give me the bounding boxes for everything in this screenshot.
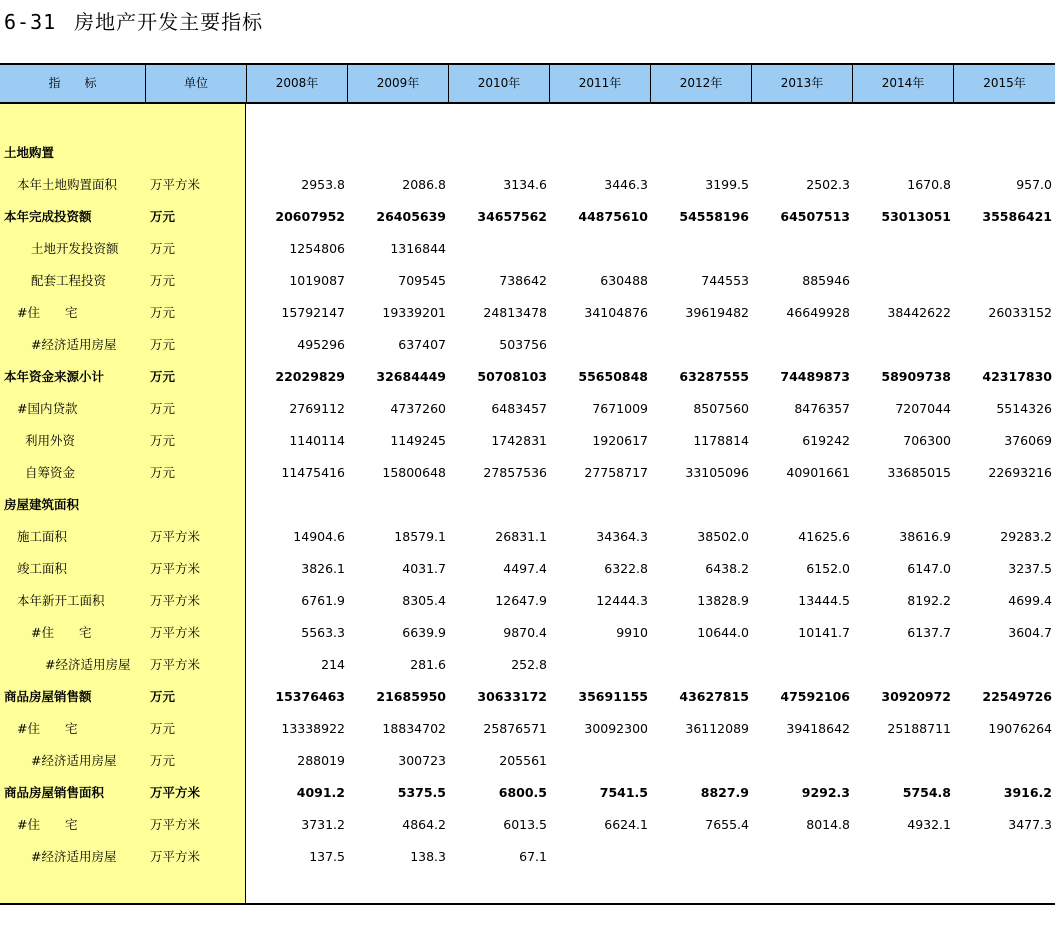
row-value: 957.0: [1016, 177, 1052, 192]
row-value: 58909738: [881, 369, 951, 384]
row-value: 376069: [1004, 433, 1052, 448]
table-row: [0, 169, 1055, 201]
row-value: 32684449: [376, 369, 446, 384]
row-value: 138.3: [410, 849, 446, 864]
row-value: 5375.5: [397, 785, 446, 800]
header-year: 2015年: [983, 76, 1026, 90]
row-value: 8476357: [794, 401, 850, 416]
row-value: 67.1: [519, 849, 547, 864]
row-value: 6322.8: [604, 561, 648, 576]
row-value: 18579.1: [394, 529, 446, 544]
row-value: 22693216: [988, 465, 1052, 480]
row-value: 885946: [802, 273, 850, 288]
table-row: [0, 137, 1055, 169]
row-value: 20607952: [275, 209, 345, 224]
row-value: 6800.5: [498, 785, 547, 800]
row-unit: 万平方米: [150, 529, 201, 544]
row-value: 9910: [616, 625, 648, 640]
row-label: #住 宅: [17, 721, 78, 736]
row-value: 9870.4: [503, 625, 547, 640]
row-value: 6624.1: [604, 817, 648, 832]
row-value: 42317830: [982, 369, 1052, 384]
row-value: 1019087: [289, 273, 345, 288]
table-row: [0, 745, 1055, 777]
row-value: 43627815: [679, 689, 749, 704]
row-unit: 万元: [150, 369, 176, 384]
row-value: 3826.1: [301, 561, 345, 576]
row-value: 21685950: [376, 689, 446, 704]
row-value: 5754.8: [902, 785, 951, 800]
row-value: 1140114: [289, 433, 345, 448]
row-value: 10141.7: [798, 625, 850, 640]
row-label: 本年资金来源小计: [4, 369, 105, 384]
row-value: 205561: [499, 753, 547, 768]
row-unit: 万平方米: [150, 785, 201, 800]
table-title: 房地产开发主要指标: [74, 10, 264, 34]
header-year: 2014年: [853, 65, 954, 102]
row-unit: 万平方米: [150, 593, 201, 608]
row-value: 9292.3: [801, 785, 850, 800]
row-value: 33105096: [685, 465, 749, 480]
row-unit: 万元: [150, 337, 176, 352]
row-value: 744553: [701, 273, 749, 288]
table-row: [0, 233, 1055, 265]
header-unit: 单位: [146, 65, 247, 102]
row-unit: 万元: [150, 433, 176, 448]
row-value: 25188711: [887, 721, 951, 736]
table-row: [0, 617, 1055, 649]
row-label: 土地购置: [4, 145, 55, 160]
row-value: 5514326: [996, 401, 1052, 416]
row-value: 33685015: [887, 465, 951, 480]
row-value: 13444.5: [798, 593, 850, 608]
row-value: 3731.2: [301, 817, 345, 832]
table-row: [0, 425, 1055, 457]
row-unit: 万元: [150, 241, 176, 256]
row-unit: 万平方米: [150, 177, 201, 192]
row-label: #住 宅: [31, 625, 92, 640]
row-label: 施工面积: [17, 529, 68, 544]
table-row: [0, 201, 1055, 233]
row-value: 8192.2: [907, 593, 951, 608]
table-row: [0, 713, 1055, 745]
row-value: 15376463: [275, 689, 345, 704]
row-value: 64507513: [780, 209, 850, 224]
table-header: [0, 63, 1055, 104]
row-value: 6137.7: [907, 625, 951, 640]
table-row: [0, 681, 1055, 713]
row-value: 26405639: [376, 209, 446, 224]
row-value: 18834702: [382, 721, 446, 736]
row-value: 1742831: [491, 433, 547, 448]
row-value: 10644.0: [697, 625, 749, 640]
table-row: [0, 361, 1055, 393]
row-value: 706300: [903, 433, 951, 448]
row-label: 土地开发投资额: [31, 241, 119, 256]
row-value: 46649928: [786, 305, 850, 320]
row-value: 8305.4: [402, 593, 446, 608]
row-value: 2953.8: [301, 177, 345, 192]
row-value: 44875610: [578, 209, 648, 224]
row-value: 4737260: [390, 401, 446, 416]
row-value: 7207044: [895, 401, 951, 416]
row-value: 39619482: [685, 305, 749, 320]
header-indicator: 指 标: [0, 65, 146, 102]
row-value: 503756: [499, 337, 547, 352]
row-value: 4932.1: [907, 817, 951, 832]
row-value: 54558196: [679, 209, 749, 224]
row-label: #经济适用房屋: [31, 849, 117, 864]
row-value: 709545: [398, 273, 446, 288]
row-value: 214: [321, 657, 345, 672]
row-value: 1670.8: [907, 177, 951, 192]
row-label: #经济适用房屋: [45, 657, 131, 672]
row-value: 6013.5: [503, 817, 547, 832]
row-label: 商品房屋销售额: [4, 689, 92, 704]
row-value: 7541.5: [599, 785, 648, 800]
row-value: 39418642: [786, 721, 850, 736]
row-value: 36112089: [685, 721, 749, 736]
row-value: 3199.5: [705, 177, 749, 192]
row-label: 利用外资: [25, 433, 76, 448]
table-row: [0, 265, 1055, 297]
row-value: 1149245: [390, 433, 446, 448]
row-unit: 万元: [150, 305, 176, 320]
table-row: [0, 649, 1055, 681]
row-value: 22549726: [982, 689, 1052, 704]
row-value: 6483457: [491, 401, 547, 416]
table-number: 6-31: [4, 10, 57, 34]
row-value: 12444.3: [596, 593, 648, 608]
row-value: 47592106: [780, 689, 850, 704]
row-label: 自筹资金: [25, 465, 76, 480]
row-value: 6152.0: [806, 561, 850, 576]
row-value: 6147.0: [907, 561, 951, 576]
row-unit: 万平方米: [150, 561, 201, 576]
row-value: 50708103: [477, 369, 547, 384]
row-unit: 万平方米: [150, 625, 201, 640]
row-label: 本年完成投资额: [4, 209, 92, 224]
row-value: 74489873: [780, 369, 850, 384]
row-value: 8507560: [693, 401, 749, 416]
row-value: 281.6: [410, 657, 446, 672]
row-unit: 万元: [150, 689, 176, 704]
row-label: 配套工程投资: [31, 273, 107, 288]
row-value: 2502.3: [806, 177, 850, 192]
row-value: 40901661: [786, 465, 850, 480]
row-label: 竣工面积: [17, 561, 68, 576]
row-value: 30633172: [477, 689, 547, 704]
row-value: 288019: [297, 753, 345, 768]
row-unit: 万元: [150, 465, 176, 480]
row-value: 6761.9: [301, 593, 345, 608]
table-row: [0, 457, 1055, 489]
row-value: 3604.7: [1008, 625, 1052, 640]
row-value: 63287555: [679, 369, 749, 384]
table-row: [0, 393, 1055, 425]
header-year: 2011年: [550, 65, 651, 102]
row-value: 30092300: [584, 721, 648, 736]
row-value: 8827.9: [700, 785, 749, 800]
row-value: 53013051: [881, 209, 951, 224]
row-unit: 万平方米: [150, 657, 201, 672]
row-value: 738642: [499, 273, 547, 288]
table-row: [0, 489, 1055, 521]
header-year: 2008年: [247, 65, 348, 102]
row-value: 1178814: [693, 433, 749, 448]
row-value: 19076264: [988, 721, 1052, 736]
row-label: #住 宅: [17, 305, 78, 320]
row-label: 商品房屋销售面积: [4, 785, 105, 800]
row-value: 38442622: [887, 305, 951, 320]
row-value: 27758717: [584, 465, 648, 480]
row-value: 55650848: [578, 369, 648, 384]
page-title: [4, 6, 263, 35]
row-value: 15792147: [281, 305, 345, 320]
row-unit: 万元: [150, 273, 176, 288]
row-value: 4031.7: [402, 561, 446, 576]
row-value: 8014.8: [806, 817, 850, 832]
row-value: 1316844: [390, 241, 446, 256]
row-label: #经济适用房屋: [31, 337, 117, 352]
row-value: 34364.3: [596, 529, 648, 544]
row-value: 7671009: [592, 401, 648, 416]
row-unit: 万元: [150, 401, 176, 416]
row-value: 252.8: [511, 657, 547, 672]
row-label: #住 宅: [17, 817, 78, 832]
row-value: 1920617: [592, 433, 648, 448]
row-label: 本年土地购置面积: [17, 177, 118, 192]
table-row: [0, 585, 1055, 617]
row-label: 房屋建筑面积: [4, 497, 80, 512]
row-value: 630488: [600, 273, 648, 288]
row-value: 3446.3: [604, 177, 648, 192]
row-value: 637407: [398, 337, 446, 352]
row-value: 26033152: [988, 305, 1052, 320]
row-value: 495296: [297, 337, 345, 352]
row-value: 38616.9: [899, 529, 951, 544]
row-value: 22029829: [275, 369, 345, 384]
row-value: 38502.0: [697, 529, 749, 544]
row-value: 27857536: [483, 465, 547, 480]
row-value: 13338922: [281, 721, 345, 736]
row-value: 1254806: [289, 241, 345, 256]
row-label: #国内贷款: [17, 401, 78, 416]
row-value: 4699.4: [1008, 593, 1052, 608]
header-year: 2009年: [348, 65, 449, 102]
row-value: 3916.2: [1003, 785, 1052, 800]
row-value: 2086.8: [402, 177, 446, 192]
table-row: [0, 777, 1055, 809]
row-value: 25876571: [483, 721, 547, 736]
table-row: [0, 521, 1055, 553]
row-label: #经济适用房屋: [31, 753, 117, 768]
row-value: 24813478: [483, 305, 547, 320]
row-value: 4091.2: [296, 785, 345, 800]
row-unit: 万元: [150, 721, 176, 736]
row-value: 30920972: [881, 689, 951, 704]
row-value: 137.5: [309, 849, 345, 864]
row-value: 35586421: [982, 209, 1052, 224]
row-unit: 万元: [150, 209, 176, 224]
header-year: 2012年: [651, 65, 752, 102]
row-value: 2769112: [289, 401, 345, 416]
table-row: [0, 809, 1055, 841]
table-row: [0, 329, 1055, 361]
row-value: 619242: [802, 433, 850, 448]
table-bottom-border: [0, 903, 1055, 905]
row-value: 15800648: [382, 465, 446, 480]
row-value: 6438.2: [705, 561, 749, 576]
row-value: 4497.4: [503, 561, 547, 576]
header-year: 2010年: [449, 65, 550, 102]
row-value: 5563.3: [301, 625, 345, 640]
row-value: 34657562: [477, 209, 547, 224]
row-value: 6639.9: [402, 625, 446, 640]
table-row: [0, 841, 1055, 873]
row-value: 34104876: [584, 305, 648, 320]
row-value: 29283.2: [1000, 529, 1052, 544]
row-value: 4864.2: [402, 817, 446, 832]
row-value: 13828.9: [697, 593, 749, 608]
row-unit: 万平方米: [150, 817, 201, 832]
header-year: 2013年: [752, 65, 853, 102]
row-value: 41625.6: [798, 529, 850, 544]
row-value: 3477.3: [1008, 817, 1052, 832]
table-row: [0, 553, 1055, 585]
row-label: 本年新开工面积: [17, 593, 105, 608]
row-value: 12647.9: [495, 593, 547, 608]
row-unit: 万元: [150, 753, 176, 768]
row-value: 19339201: [382, 305, 446, 320]
row-value: 11475416: [281, 465, 345, 480]
row-value: 35691155: [578, 689, 648, 704]
row-value: 14904.6: [293, 529, 345, 544]
row-value: 3134.6: [503, 177, 547, 192]
table-row: [0, 297, 1055, 329]
row-unit: 万平方米: [150, 849, 201, 864]
row-value: 3237.5: [1008, 561, 1052, 576]
row-value: 300723: [398, 753, 446, 768]
row-value: 26831.1: [495, 529, 547, 544]
row-value: 7655.4: [705, 817, 749, 832]
